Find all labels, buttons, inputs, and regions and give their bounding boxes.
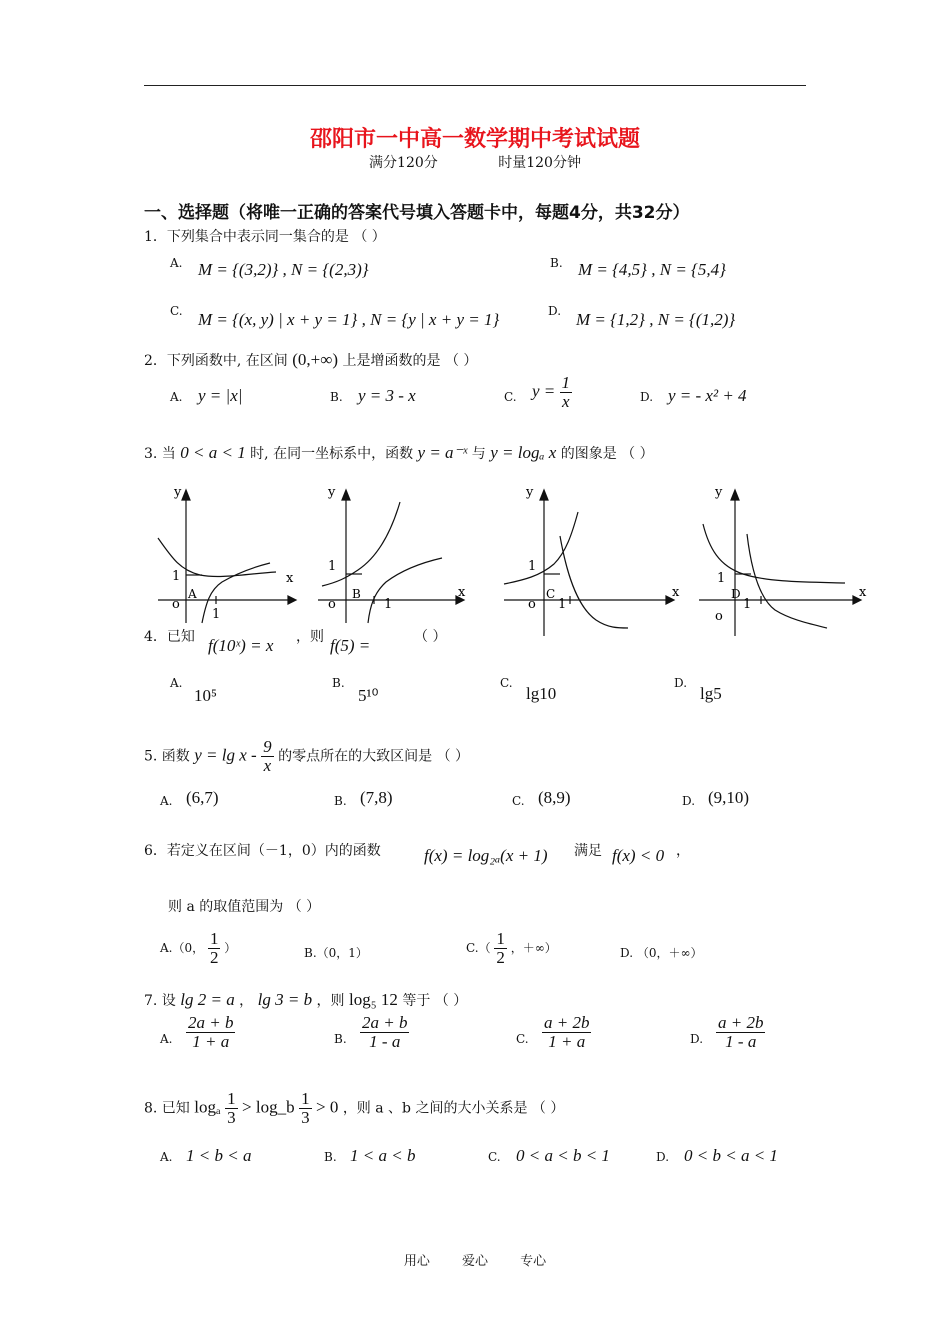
exp-curve <box>504 512 578 584</box>
svg-text:x: x <box>672 585 680 600</box>
q6-condition: f(x) < 0 <box>612 846 665 865</box>
q7-cond2: lg 3 = b <box>257 990 313 1009</box>
q4-option-c-label: C. <box>500 676 513 690</box>
q8-stem-a: 8. 已知 <box>144 1100 190 1117</box>
q8-option-c-label: C. <box>488 1150 501 1164</box>
q2-option-c-label: C. <box>504 390 517 404</box>
denominator: 1 - a <box>725 1031 757 1051</box>
svg-text:o: o <box>528 597 536 612</box>
q1-option-b: M = {4,5} , N = {5,4} <box>578 260 726 279</box>
q6-option-a <box>160 930 236 967</box>
q8-fraction-2 <box>299 1090 312 1127</box>
q2-stem-b: 上是增函数的是 （ ） <box>342 353 478 369</box>
q5-func-pre: y = lg x - <box>194 745 257 765</box>
q5-option-b: (7,8) <box>360 788 393 807</box>
svg-text:1: 1 <box>328 559 337 574</box>
q3-stem-c: 与 <box>471 446 486 462</box>
q5-stem-b: 的零点所在的大致区间是 （ ） <box>278 748 470 765</box>
q5-option-b-label: B. <box>334 794 347 808</box>
denominator: x <box>562 391 570 411</box>
q8-stem <box>144 1090 564 1127</box>
svg-text:y: y <box>715 485 723 500</box>
q4-option-d: lg5 <box>700 684 722 703</box>
q5-stem <box>144 738 469 775</box>
q1-stem: 1．下列集合中表示同一集合的是 （ ） <box>144 229 386 245</box>
denominator: 2 <box>209 947 219 967</box>
q7-option-d <box>716 1014 765 1051</box>
q5-option-a: (6,7) <box>186 788 219 807</box>
numerator: 1 <box>209 929 219 948</box>
q6-comma: ， <box>676 843 690 859</box>
footer-word-1: 用心 <box>403 1254 430 1269</box>
log-curve <box>560 536 628 628</box>
svg-text:B: B <box>352 587 361 601</box>
numerator: 2a + b <box>188 1013 234 1032</box>
q7-option-c-label: C. <box>516 1032 529 1046</box>
log-curve <box>368 558 442 623</box>
y-label: y <box>174 485 182 500</box>
exam-info <box>0 152 950 172</box>
q7-cond1: lg 2 = a <box>180 990 235 1009</box>
svg-text:1: 1 <box>528 559 537 574</box>
q2-option-a: y = |x| <box>198 386 243 405</box>
q1-option-c-label: C. <box>170 304 183 318</box>
numerator: 1 <box>561 373 571 392</box>
q5-stem-a: 5. 函数 <box>144 748 190 765</box>
q8-option-d: 0 < b < a < 1 <box>684 1146 778 1165</box>
x-label: x <box>286 571 294 586</box>
one-y-label: 1 <box>172 569 181 584</box>
q5-option-d: (9,10) <box>708 788 750 807</box>
q6-function: f(x) = log₂ₐ(x + 1) <box>424 846 548 865</box>
q7-option-b-label: B. <box>334 1032 347 1046</box>
q4-then: ，则 <box>296 629 324 645</box>
graph-letter: A <box>188 587 197 601</box>
svg-text:1: 1 <box>558 597 567 612</box>
header-rule <box>144 85 806 86</box>
q6-option-b: B.（0，1） <box>304 946 368 960</box>
q7-sep: ， <box>239 993 254 1009</box>
q1-option-a: M = {(3,2)} , N = {(2,3)} <box>198 260 369 279</box>
denominator: x <box>263 755 272 775</box>
q8-fraction-1 <box>225 1090 238 1127</box>
q4-given: f(10ˣ) = x <box>208 636 274 655</box>
q7-stem <box>144 990 467 1010</box>
q7-stem-b: ，则 <box>316 993 345 1009</box>
q7-stem-a: 7. 设 <box>144 993 176 1009</box>
numerator: a + 2b <box>544 1013 590 1032</box>
denominator: 1 + a <box>548 1031 586 1051</box>
q8-option-a-label: A. <box>160 1150 173 1164</box>
q6-option-c <box>466 930 557 967</box>
q7-option-d-label: D. <box>690 1032 704 1046</box>
q3-func2: y = logₐ x <box>490 443 557 462</box>
svg-text:o: o <box>715 609 723 624</box>
q4-option-b: 5¹⁰ <box>358 686 379 705</box>
q5-fraction <box>261 738 274 775</box>
denominator: 1 - a <box>369 1031 401 1051</box>
q6-option-c-fraction <box>494 930 507 967</box>
q2-option-b-label: B. <box>330 390 343 404</box>
q4-option-a: 10⁵ <box>194 686 217 705</box>
score-info: 满分120分 <box>369 155 438 171</box>
q4-ask: f(5) = <box>330 636 371 655</box>
q4-stem: 4．已知 <box>144 629 195 645</box>
q2-stem-a: 2．下列函数中, 在区间 <box>144 353 288 369</box>
q8-tail: > 0 <box>316 1097 339 1117</box>
q5-option-a-label: A. <box>160 794 173 808</box>
q7-expr: log₅ 12 <box>348 990 398 1009</box>
q3-stem-b: 时, 在同一坐标系中，函数 <box>250 446 414 462</box>
q2-option-d-label: D. <box>640 390 654 404</box>
q2-option-d: y = - x² + 4 <box>668 386 747 405</box>
q5-option-d-label: D. <box>682 794 696 808</box>
q4-paren: （ ） <box>414 629 447 645</box>
numerator: 9 <box>263 737 272 756</box>
svg-text:1: 1 <box>743 597 752 612</box>
q5-option-c: (8,9) <box>538 788 571 807</box>
svg-text:y: y <box>526 485 534 500</box>
q6-line2: 则 a 的取值范围为 （ ） <box>168 899 321 915</box>
q4-option-a-label: A. <box>170 676 183 690</box>
y-arrow <box>182 490 190 500</box>
denominator: 2 <box>496 947 505 967</box>
footer-word-2: 爱心 <box>461 1254 488 1269</box>
q2-interval: (0,+∞) <box>292 350 339 369</box>
q8-log-a: logₐ <box>194 1097 221 1117</box>
q8-option-c: 0 < a < b < 1 <box>516 1146 610 1165</box>
numerator: a + 2b <box>718 1013 764 1032</box>
numerator: 2a + b <box>362 1013 408 1032</box>
svg-text:D: D <box>731 587 741 601</box>
graph-b <box>310 478 470 628</box>
q8-option-a: 1 < b < a <box>186 1146 252 1165</box>
q4-option-c: lg10 <box>526 684 557 703</box>
q5-option-c-label: C. <box>512 794 525 808</box>
q4-option-b-label: B. <box>332 676 345 690</box>
graph-c <box>500 478 685 638</box>
q6-option-a-fraction <box>208 930 221 967</box>
q3-stem <box>144 443 654 463</box>
numerator: 1 <box>301 1089 310 1108</box>
q2-option-c-fraction <box>560 374 573 411</box>
q7-option-b <box>360 1014 409 1051</box>
numerator: 1 <box>496 929 505 948</box>
section-heading: 一、选择题（将唯一正确的答案代号填入答题卡中，每题4分，共32分） <box>144 203 690 223</box>
footer-word-3: 专心 <box>520 1254 547 1269</box>
denominator: 3 <box>301 1107 310 1127</box>
q7-option-c <box>542 1014 591 1051</box>
svg-text:1: 1 <box>717 571 726 586</box>
graph-a <box>150 478 300 628</box>
denominator: 3 <box>227 1107 236 1127</box>
graph-d <box>695 478 875 638</box>
q8-log-b: > log_b <box>242 1097 295 1117</box>
q1-option-c: M = {(x, y) | x + y = 1} , N = {y | x + y = 1} <box>198 310 500 329</box>
q2-option-a-label: A. <box>170 390 183 404</box>
q1-option-d-label: D. <box>548 304 562 318</box>
svg-text:1: 1 <box>384 597 393 612</box>
svg-text:x: x <box>458 585 466 600</box>
page-title: 邵阳市一中高一数学期中考试试题 <box>309 127 640 152</box>
q8-option-b-label: B. <box>324 1150 337 1164</box>
q8-option-b: 1 < a < b <box>350 1146 416 1165</box>
q1-option-b-label: B. <box>550 256 563 270</box>
q8-option-d-label: D. <box>656 1150 670 1164</box>
q1-option-a-label: A. <box>170 256 183 270</box>
origin-label: o <box>172 597 180 612</box>
numerator: 1 <box>227 1089 236 1108</box>
q2-stem <box>144 350 477 370</box>
q3-condition: 0 < a < 1 <box>180 443 246 462</box>
one-x-label: 1 <box>212 607 221 622</box>
svg-text:x: x <box>859 585 867 600</box>
svg-text:o: o <box>328 597 336 612</box>
q7-option-a <box>186 1014 235 1051</box>
q8-stem-b: ，则 a 、b 之间的大小关系是 （ ） <box>342 1100 565 1117</box>
q7-option-a-label: A. <box>160 1032 173 1046</box>
q3-stem-a: 3. 当 <box>144 446 176 462</box>
q6-option-a-post: ） <box>224 940 237 955</box>
q6-option-c-post: ，＋∞） <box>510 940 557 955</box>
time-info: 时量120分钟 <box>498 155 581 171</box>
q6-option-d: D. （0，＋∞） <box>620 946 703 960</box>
denominator: 1 + a <box>192 1031 230 1051</box>
q4-option-d-label: D. <box>674 676 688 690</box>
footer <box>0 1250 950 1269</box>
q6-stem-a: 6．若定义在区间（－1，0）内的函数 <box>144 843 381 859</box>
q6-option-c-pre: C.（ <box>466 940 491 955</box>
q6-stem-b: 满足 <box>574 843 602 859</box>
q2-option-c-pre: y = <box>532 381 556 401</box>
q1-option-d: M = {1,2} , N = {(1,2)} <box>576 310 736 329</box>
svg-text:y: y <box>328 485 336 500</box>
q3-func1: y = a⁻ˣ <box>417 443 468 462</box>
x-arrow <box>288 596 296 604</box>
q3-stem-d: 的图象是 （ ） <box>560 446 654 462</box>
svg-text:C: C <box>546 587 556 601</box>
q2-option-c <box>532 374 572 411</box>
q7-stem-c: 等于 （ ） <box>402 993 468 1009</box>
q2-option-b: y = 3 - x <box>358 386 416 405</box>
q6-option-a-pre: A.（0， <box>160 940 205 955</box>
